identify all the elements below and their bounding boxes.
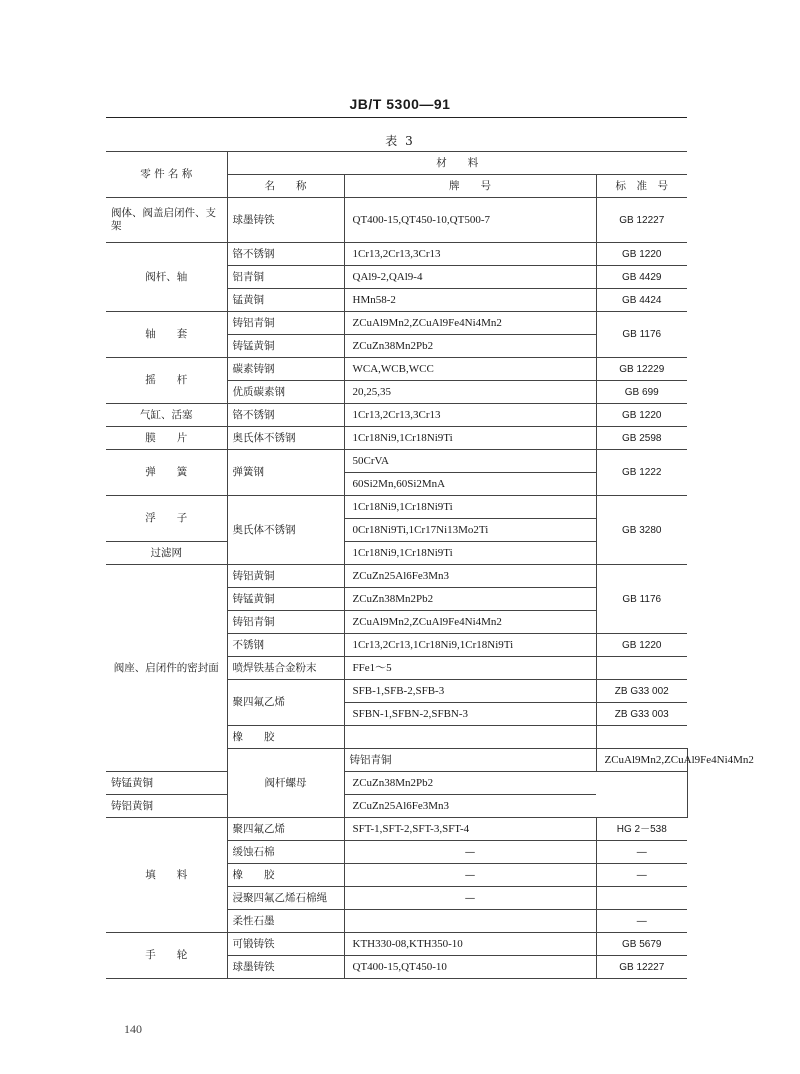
- material-name: 铸铝黄铜: [227, 565, 344, 588]
- material-standard: —: [596, 910, 687, 933]
- material-name: 锰黄铜: [227, 289, 344, 312]
- material-standard: GB 4429: [596, 266, 687, 289]
- material-name: 橡 胶: [227, 726, 344, 749]
- material-standard: [596, 657, 687, 680]
- part-name: 浮 子: [106, 496, 227, 542]
- table-row: [106, 450, 687, 473]
- table-row: [106, 565, 687, 588]
- material-name: 柔性石墨: [227, 910, 344, 933]
- material-name: 不锈钢: [227, 634, 344, 657]
- material-standard: GB 1176: [596, 312, 687, 358]
- material-name: 铬不锈钢: [227, 243, 344, 266]
- col-header-part: 零 件 名 称: [106, 152, 227, 198]
- table-row: [106, 496, 687, 519]
- material-grade: KTH330-08,KTH350-10: [344, 933, 596, 956]
- part-name: 阀座、启闭件的密封面: [106, 565, 227, 772]
- table-row: [106, 198, 687, 243]
- table-row: [106, 795, 687, 818]
- part-name: 摇 杆: [106, 358, 227, 404]
- material-standard: GB 1176: [596, 565, 687, 634]
- material-standard: GB 12227: [596, 956, 687, 979]
- material-name: 球墨铸铁: [227, 956, 344, 979]
- material-name: 铝青铜: [227, 266, 344, 289]
- table-title: 表 3: [385, 134, 415, 148]
- part-name: 填 料: [106, 818, 227, 933]
- part-name: 膜 片: [106, 427, 227, 450]
- table-row: [106, 243, 687, 266]
- material-grade: —: [344, 887, 596, 910]
- material-standard: GB 3280: [596, 496, 687, 565]
- table-row: [106, 933, 687, 956]
- material-name: 碳素铸钢: [227, 358, 344, 381]
- table-row: [106, 427, 687, 450]
- page-number: 140: [124, 1022, 142, 1036]
- table-row: [106, 818, 687, 841]
- material-name: 缓蚀石棉: [227, 841, 344, 864]
- material-standard: [596, 726, 687, 749]
- material-grade: 1Cr13,2Cr13,1Cr18Ni9,1Cr18Ni9Ti: [344, 634, 596, 657]
- material-standard: GB 1220: [596, 243, 687, 266]
- material-standard: GB 1222: [596, 450, 687, 496]
- header-row: [106, 152, 687, 175]
- material-name: 奥氏体不锈钢: [227, 427, 344, 450]
- material-grade: QAl9-2,QAl9-4: [344, 266, 596, 289]
- material-name: 喷焊铁基合金粉末: [227, 657, 344, 680]
- material-name: 铬不锈钢: [227, 404, 344, 427]
- material-grade: —: [344, 841, 596, 864]
- material-grade: WCA,WCB,WCC: [344, 358, 596, 381]
- material-grade: SFB-1,SFB-2,SFB-3: [344, 680, 596, 703]
- material-grade: ZCuAl9Mn2,ZCuAl9Fe4Ni4Mn2: [344, 611, 596, 634]
- part-name: 手 轮: [106, 933, 227, 979]
- material-grade: 50CrVA: [344, 450, 596, 473]
- material-grade: ZCuZn38Mn2Pb2: [344, 335, 596, 358]
- material-grade: HMn58-2: [344, 289, 596, 312]
- part-name: 阀体、阀盖启闭件、支架: [106, 198, 227, 243]
- material-name: 奥氏体不锈钢: [227, 496, 344, 565]
- material-grade: 1Cr18Ni9,1Cr18Ni9Ti: [344, 542, 596, 565]
- table-row: [106, 772, 687, 795]
- material-grade: ZCuZn25Al6Fe3Mn3: [344, 795, 596, 818]
- part-name: 过滤网: [106, 542, 227, 565]
- col-header-name: 名 称: [227, 175, 344, 198]
- material-name: 橡 胶: [227, 864, 344, 887]
- col-header-grade: 牌 号: [344, 175, 596, 198]
- material-grade: 1Cr13,2Cr13,3Cr13: [344, 243, 596, 266]
- material-grade: 60Si2Mn,60Si2MnA: [344, 473, 596, 496]
- table-row: [106, 404, 687, 427]
- part-name: 弹 簧: [106, 450, 227, 496]
- material-name: 铸锰黄铜: [227, 335, 344, 358]
- material-name: 浸聚四氟乙烯石棉绳: [227, 887, 344, 910]
- material-name: 聚四氟乙烯: [227, 818, 344, 841]
- material-grade: 1Cr18Ni9,1Cr18Ni9Ti: [344, 496, 596, 519]
- material-grade: QT400-15,QT450-10: [344, 956, 596, 979]
- material-name: 铸铝青铜: [227, 312, 344, 335]
- part-name: 阀杆螺母: [227, 749, 344, 818]
- material-grade: 0Cr18Ni9Ti,1Cr17Ni13Mo2Ti: [344, 519, 596, 542]
- material-standard: GB 12227: [596, 198, 687, 243]
- material-grade: ZCuZn25Al6Fe3Mn3: [344, 565, 596, 588]
- material-grade: 1Cr18Ni9,1Cr18Ni9Ti: [344, 427, 596, 450]
- material-grade: ZCuZn38Mn2Pb2: [344, 588, 596, 611]
- standard-code: JB/T 5300—91: [349, 96, 451, 112]
- material-grade: SFBN-1,SFBN-2,SFBN-3: [344, 703, 596, 726]
- material-standard: GB 4424: [596, 289, 687, 312]
- col-header-standard: 标 准 号: [596, 175, 687, 198]
- material-grade: [344, 726, 596, 749]
- header-rule: [106, 117, 687, 118]
- material-standard: —: [596, 864, 687, 887]
- material-name: 铸铝青铜: [227, 611, 344, 634]
- material-grade: SFT-1,SFT-2,SFT-3,SFT-4: [344, 818, 596, 841]
- part-name: 气缸、活塞: [106, 404, 227, 427]
- material-name: 可锻铸铁: [227, 933, 344, 956]
- material-standard: GB 12229: [596, 358, 687, 381]
- material-name: 铸锰黄铜: [227, 588, 344, 611]
- material-name: 球墨铸铁: [227, 198, 344, 243]
- material-standard: —: [596, 841, 687, 864]
- material-standard: [596, 887, 687, 910]
- material-standard: ZB G33 003: [596, 703, 687, 726]
- material-grade: 1Cr13,2Cr13,3Cr13: [344, 404, 596, 427]
- material-name: 优质碳素钢: [227, 381, 344, 404]
- material-grade: ZCuZn38Mn2Pb2: [344, 772, 596, 795]
- material-standard: GB 2598: [596, 427, 687, 450]
- col-header-material: 材 料: [227, 152, 687, 175]
- material-name: 铸铝青铜: [344, 749, 596, 772]
- material-standard: GB 5679: [596, 933, 687, 956]
- material-standard: GB 699: [596, 381, 687, 404]
- material-grade: —: [344, 864, 596, 887]
- material-grade: 20,25,35: [344, 381, 596, 404]
- table-row: [106, 312, 687, 335]
- material-name: 铸锰黄铜: [106, 772, 227, 795]
- part-name: 轴 套: [106, 312, 227, 358]
- part-name: 阀杆、轴: [106, 243, 227, 312]
- material-grade: [344, 910, 596, 933]
- materials-table: [106, 151, 754, 979]
- material-standard: HG 2－538: [596, 818, 687, 841]
- material-grade: QT400-15,QT450-10,QT500-7: [344, 198, 596, 243]
- material-standard: ZB G33 002: [596, 680, 687, 703]
- material-name: 聚四氟乙烯: [227, 680, 344, 726]
- material-standard: GB 1220: [596, 634, 687, 657]
- material-grade: ZCuAl9Mn2,ZCuAl9Fe4Ni4Mn2: [344, 312, 596, 335]
- material-name: 铸铝黄铜: [106, 795, 227, 818]
- material-grade: ZCuAl9Mn2,ZCuAl9Fe4Ni4Mn2: [596, 749, 687, 772]
- material-grade: FFe1～5: [344, 657, 596, 680]
- material-name: 弹簧钢: [227, 450, 344, 496]
- table-row: [106, 358, 687, 381]
- material-standard: GB 1220: [596, 404, 687, 427]
